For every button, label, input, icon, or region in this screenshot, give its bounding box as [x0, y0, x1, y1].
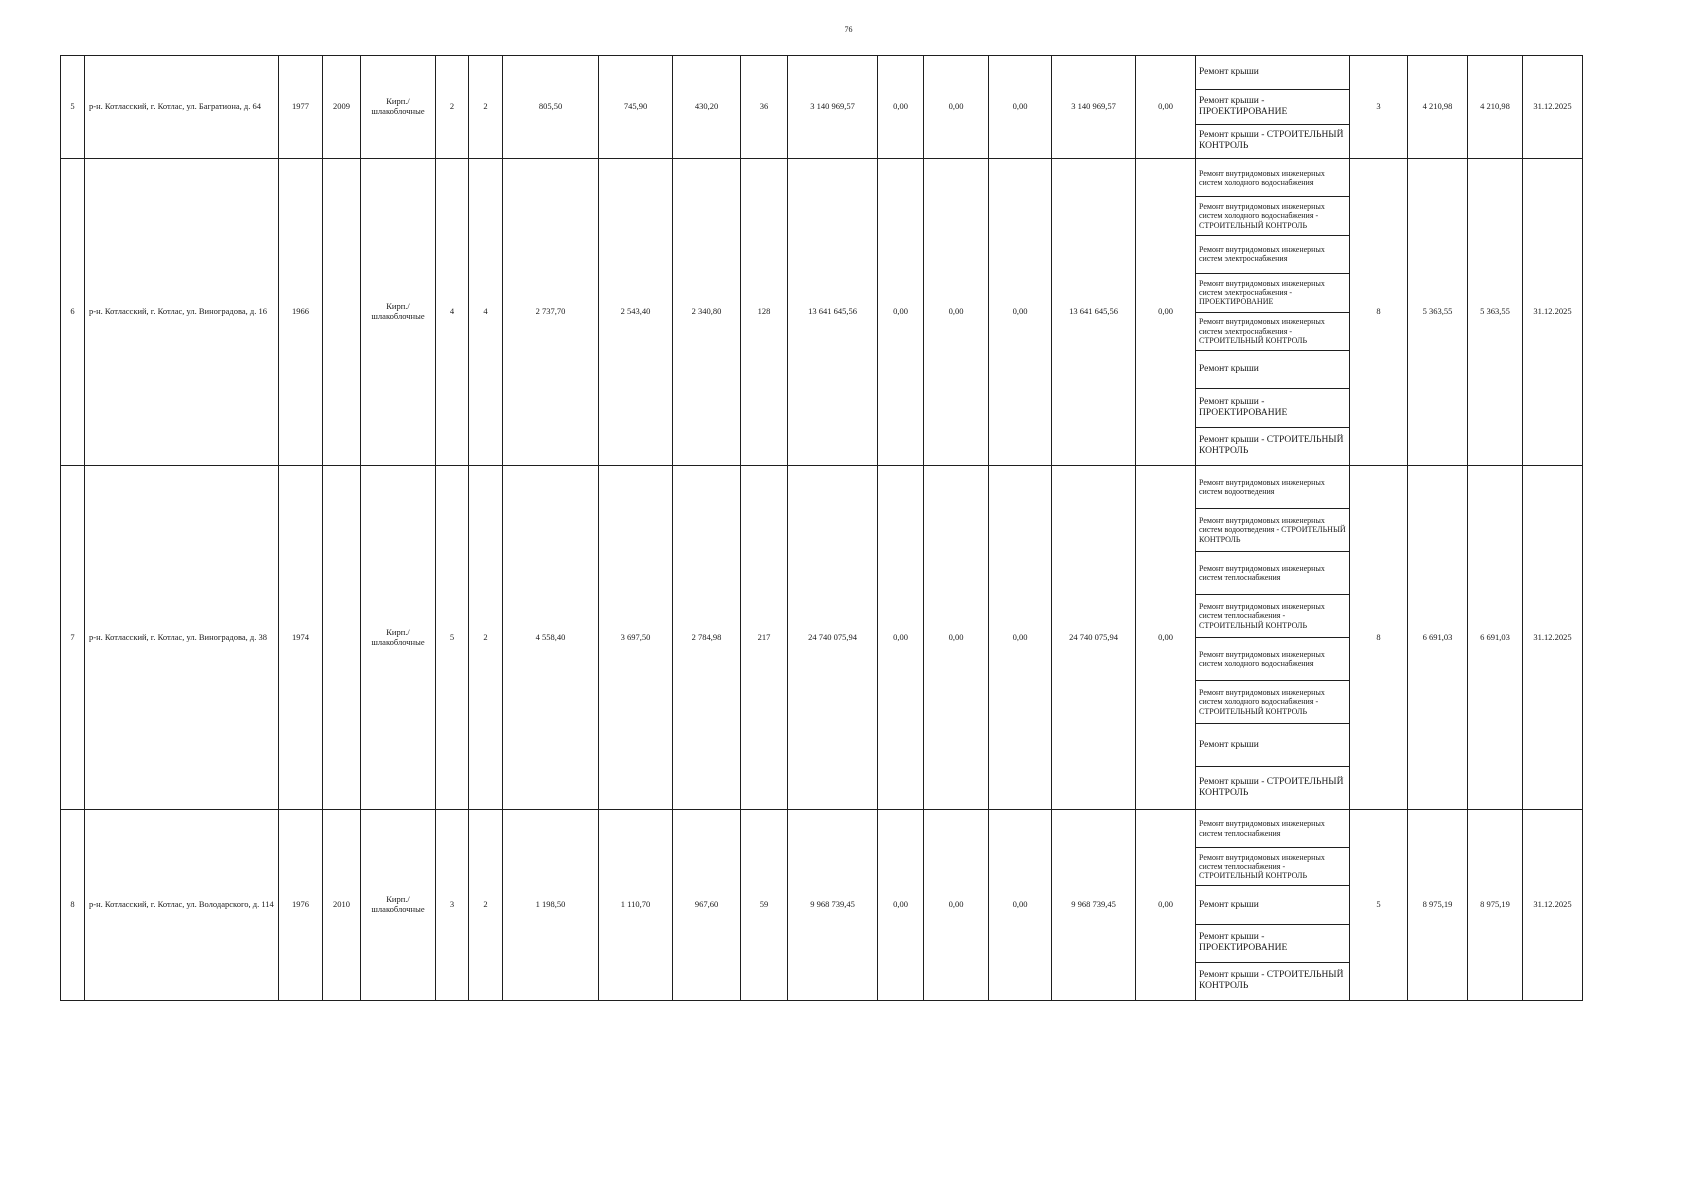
owned-area-cell: 2 784,98	[673, 466, 741, 810]
local-fund-cell: 0,00	[989, 466, 1052, 810]
work-item: Ремонт крыши - ПРОЕКТИРОВАНИЕ	[1196, 925, 1349, 963]
other-fund-cell: 0,00	[1136, 810, 1196, 1001]
entrances-cell: 2	[469, 56, 503, 159]
floors-cell: 4	[436, 159, 469, 466]
federal-fund-cell: 0,00	[878, 810, 924, 1001]
work-item: Ремонт внутридомовых инженерных систем холодного водоснабжения - СТРОИТЕЛЬНЫЙ КОНТРОЛЬ	[1196, 681, 1349, 724]
year-built-cell: 1977	[279, 56, 323, 159]
living-area-cell: 745,90	[599, 56, 673, 159]
wall-material-cell: Кирп./ шлакоблочные	[361, 810, 436, 1001]
regional-fund-cell: 0,00	[924, 810, 989, 1001]
entrances-cell: 2	[469, 466, 503, 810]
works-list-cell	[1196, 466, 1350, 810]
other-fund-cell: 0,00	[1136, 466, 1196, 810]
total-cost-cell: 13 641 645,56	[788, 159, 878, 466]
row-number: 6	[61, 159, 85, 466]
works-count-cell: 3	[1350, 56, 1408, 159]
regional-fund-cell: 0,00	[924, 159, 989, 466]
work-item: Ремонт крыши - СТРОИТЕЛЬНЫЙ КОНТРОЛЬ	[1199, 435, 1344, 457]
total-area-cell: 805,50	[503, 56, 599, 159]
wall-material-cell: Кирп./ шлакоблочные	[361, 56, 436, 159]
work-item: Ремонт крыши - СТРОИТЕЛЬНЫЙ КОНТРОЛЬ	[1199, 777, 1344, 798]
table-row	[61, 466, 1583, 810]
address-cell: р-н. Котласский, г. Котлас, ул. Багратиона, д. 64	[85, 56, 279, 159]
floors-cell: 3	[436, 810, 469, 1001]
address-cell: р-н. Котласский, г. Котлас, ул. Володарского, д. 114	[85, 810, 279, 1001]
work-item: Ремонт внутридомовых инженерных систем холодного водоснабжения	[1196, 159, 1349, 197]
local-fund-cell: 0,00	[989, 159, 1052, 466]
page-number: 76	[844, 25, 853, 34]
owners-fund-cell: 24 740 075,94	[1052, 466, 1136, 810]
work-item: Ремонт внутридомовых инженерных систем теплоснабжения	[1196, 552, 1349, 595]
residents-cell: 36	[741, 56, 788, 159]
works-count-cell: 8	[1350, 466, 1408, 810]
unit-cost-cell: 4 210,98	[1408, 56, 1468, 159]
works-list	[1196, 56, 1349, 158]
works-list	[1196, 466, 1349, 809]
work-item: Ремонт внутридомовых инженерных систем холодного водоснабжения - СТРОИТЕЛЬНЫЙ КОНТРОЛЬ	[1196, 197, 1349, 235]
federal-fund-cell: 0,00	[878, 159, 924, 466]
wall-material-cell: Кирп./ шлакоблочные	[361, 466, 436, 810]
work-item: Ремонт крыши - СТРОИТЕЛЬНЫЙ КОНТРОЛЬ	[1199, 970, 1344, 992]
federal-fund-cell: 0,00	[878, 56, 924, 159]
work-item: Ремонт крыши - СТРОИТЕЛЬНЫЙ КОНТРОЛЬ	[1199, 130, 1344, 152]
living-area-cell: 3 697,50	[599, 466, 673, 810]
works-list-cell	[1196, 810, 1350, 1001]
year-renovation-cell: 2010	[323, 810, 361, 1001]
unit-cost-cell: 8 975,19	[1408, 810, 1468, 1001]
row-number: 5	[61, 56, 85, 159]
year-renovation-cell	[323, 466, 361, 810]
total-cost-cell: 9 968 739,45	[788, 810, 878, 1001]
works-list-cell	[1196, 56, 1350, 159]
year-built-cell: 1976	[279, 810, 323, 1001]
regional-fund-cell: 0,00	[924, 56, 989, 159]
unit-cost-cell: 6 691,03	[1408, 466, 1468, 810]
work-item: Ремонт крыши - ПРОЕКТИРОВАНИЕ	[1196, 389, 1349, 427]
owned-area-cell: 967,60	[673, 810, 741, 1001]
total-area-cell: 4 558,40	[503, 466, 599, 810]
works-count-cell: 8	[1350, 159, 1408, 466]
work-item: Ремонт внутридомовых инженерных систем теплоснабжения	[1196, 810, 1349, 848]
local-fund-cell: 0,00	[989, 56, 1052, 159]
row-number: 8	[61, 810, 85, 1001]
local-fund-cell: 0,00	[989, 810, 1052, 1001]
unit-cost-max-cell: 5 363,55	[1468, 159, 1523, 466]
work-item: Ремонт внутридомовых инженерных систем электроснабжения - ПРОЕКТИРОВАНИЕ	[1196, 274, 1349, 312]
work-item: Ремонт внутридомовых инженерных систем водоотведения - СТРОИТЕЛЬНЫЙ КОНТРОЛЬ	[1196, 509, 1349, 552]
floors-cell: 5	[436, 466, 469, 810]
deadline-cell: 31.12.2025	[1523, 466, 1583, 810]
residents-cell: 59	[741, 810, 788, 1001]
owners-fund-cell: 9 968 739,45	[1052, 810, 1136, 1001]
total-area-cell: 2 737,70	[503, 159, 599, 466]
work-item: Ремонт внутридомовых инженерных систем водоотведения	[1196, 466, 1349, 509]
works-list	[1196, 810, 1349, 1000]
unit-cost-max-cell: 6 691,03	[1468, 466, 1523, 810]
table-row	[61, 810, 1583, 1001]
work-item: Ремонт крыши	[1196, 886, 1349, 924]
address-cell: р-н. Котласский, г. Котлас, ул. Виноградова, д. 38	[85, 466, 279, 810]
other-fund-cell: 0,00	[1136, 159, 1196, 466]
address-cell: р-н. Котласский, г. Котлас, ул. Виноградова, д. 16	[85, 159, 279, 466]
table-row	[61, 56, 1583, 159]
living-area-cell: 2 543,40	[599, 159, 673, 466]
year-built-cell: 1974	[279, 466, 323, 810]
repair-program-table	[60, 55, 1583, 1001]
floors-cell: 2	[436, 56, 469, 159]
wall-material-cell: Кирп./ шлакоблочные	[361, 159, 436, 466]
total-area-cell: 1 198,50	[503, 810, 599, 1001]
year-renovation-cell: 2009	[323, 56, 361, 159]
deadline-cell: 31.12.2025	[1523, 159, 1583, 466]
work-item: Ремонт внутридомовых инженерных систем теплоснабжения - СТРОИТЕЛЬНЫЙ КОНТРОЛЬ	[1196, 595, 1349, 638]
entrances-cell: 4	[469, 159, 503, 466]
work-item: Ремонт крыши - ПРОЕКТИРОВАНИЕ	[1196, 90, 1349, 124]
owned-area-cell: 430,20	[673, 56, 741, 159]
total-cost-cell: 24 740 075,94	[788, 466, 878, 810]
table-row	[61, 159, 1583, 466]
work-item: Ремонт внутридомовых инженерных систем электроснабжения - СТРОИТЕЛЬНЫЙ КОНТРОЛЬ	[1196, 313, 1349, 351]
deadline-cell: 31.12.2025	[1523, 56, 1583, 159]
work-item: Ремонт крыши	[1196, 351, 1349, 389]
entrances-cell: 2	[469, 810, 503, 1001]
owned-area-cell: 2 340,80	[673, 159, 741, 466]
deadline-cell: 31.12.2025	[1523, 810, 1583, 1001]
regional-fund-cell: 0,00	[924, 466, 989, 810]
owners-fund-cell: 13 641 645,56	[1052, 159, 1136, 466]
unit-cost-max-cell: 8 975,19	[1468, 810, 1523, 1001]
year-built-cell: 1966	[279, 159, 323, 466]
works-list	[1196, 159, 1349, 465]
owners-fund-cell: 3 140 969,57	[1052, 56, 1136, 159]
living-area-cell: 1 110,70	[599, 810, 673, 1001]
works-count-cell: 5	[1350, 810, 1408, 1001]
work-item: Ремонт крыши	[1196, 724, 1349, 767]
work-item: Ремонт внутридомовых инженерных систем холодного водоснабжения	[1196, 638, 1349, 681]
work-item: Ремонт внутридомовых инженерных систем теплоснабжения - СТРОИТЕЛЬНЫЙ КОНТРОЛЬ	[1196, 848, 1349, 886]
work-item: Ремонт внутридомовых инженерных систем электроснабжения	[1196, 236, 1349, 274]
year-renovation-cell	[323, 159, 361, 466]
residents-cell: 217	[741, 466, 788, 810]
work-item: Ремонт крыши	[1196, 56, 1349, 90]
total-cost-cell: 3 140 969,57	[788, 56, 878, 159]
federal-fund-cell: 0,00	[878, 466, 924, 810]
row-number: 7	[61, 466, 85, 810]
unit-cost-max-cell: 4 210,98	[1468, 56, 1523, 159]
works-list-cell	[1196, 159, 1350, 466]
other-fund-cell: 0,00	[1136, 56, 1196, 159]
unit-cost-cell: 5 363,55	[1408, 159, 1468, 466]
residents-cell: 128	[741, 159, 788, 466]
